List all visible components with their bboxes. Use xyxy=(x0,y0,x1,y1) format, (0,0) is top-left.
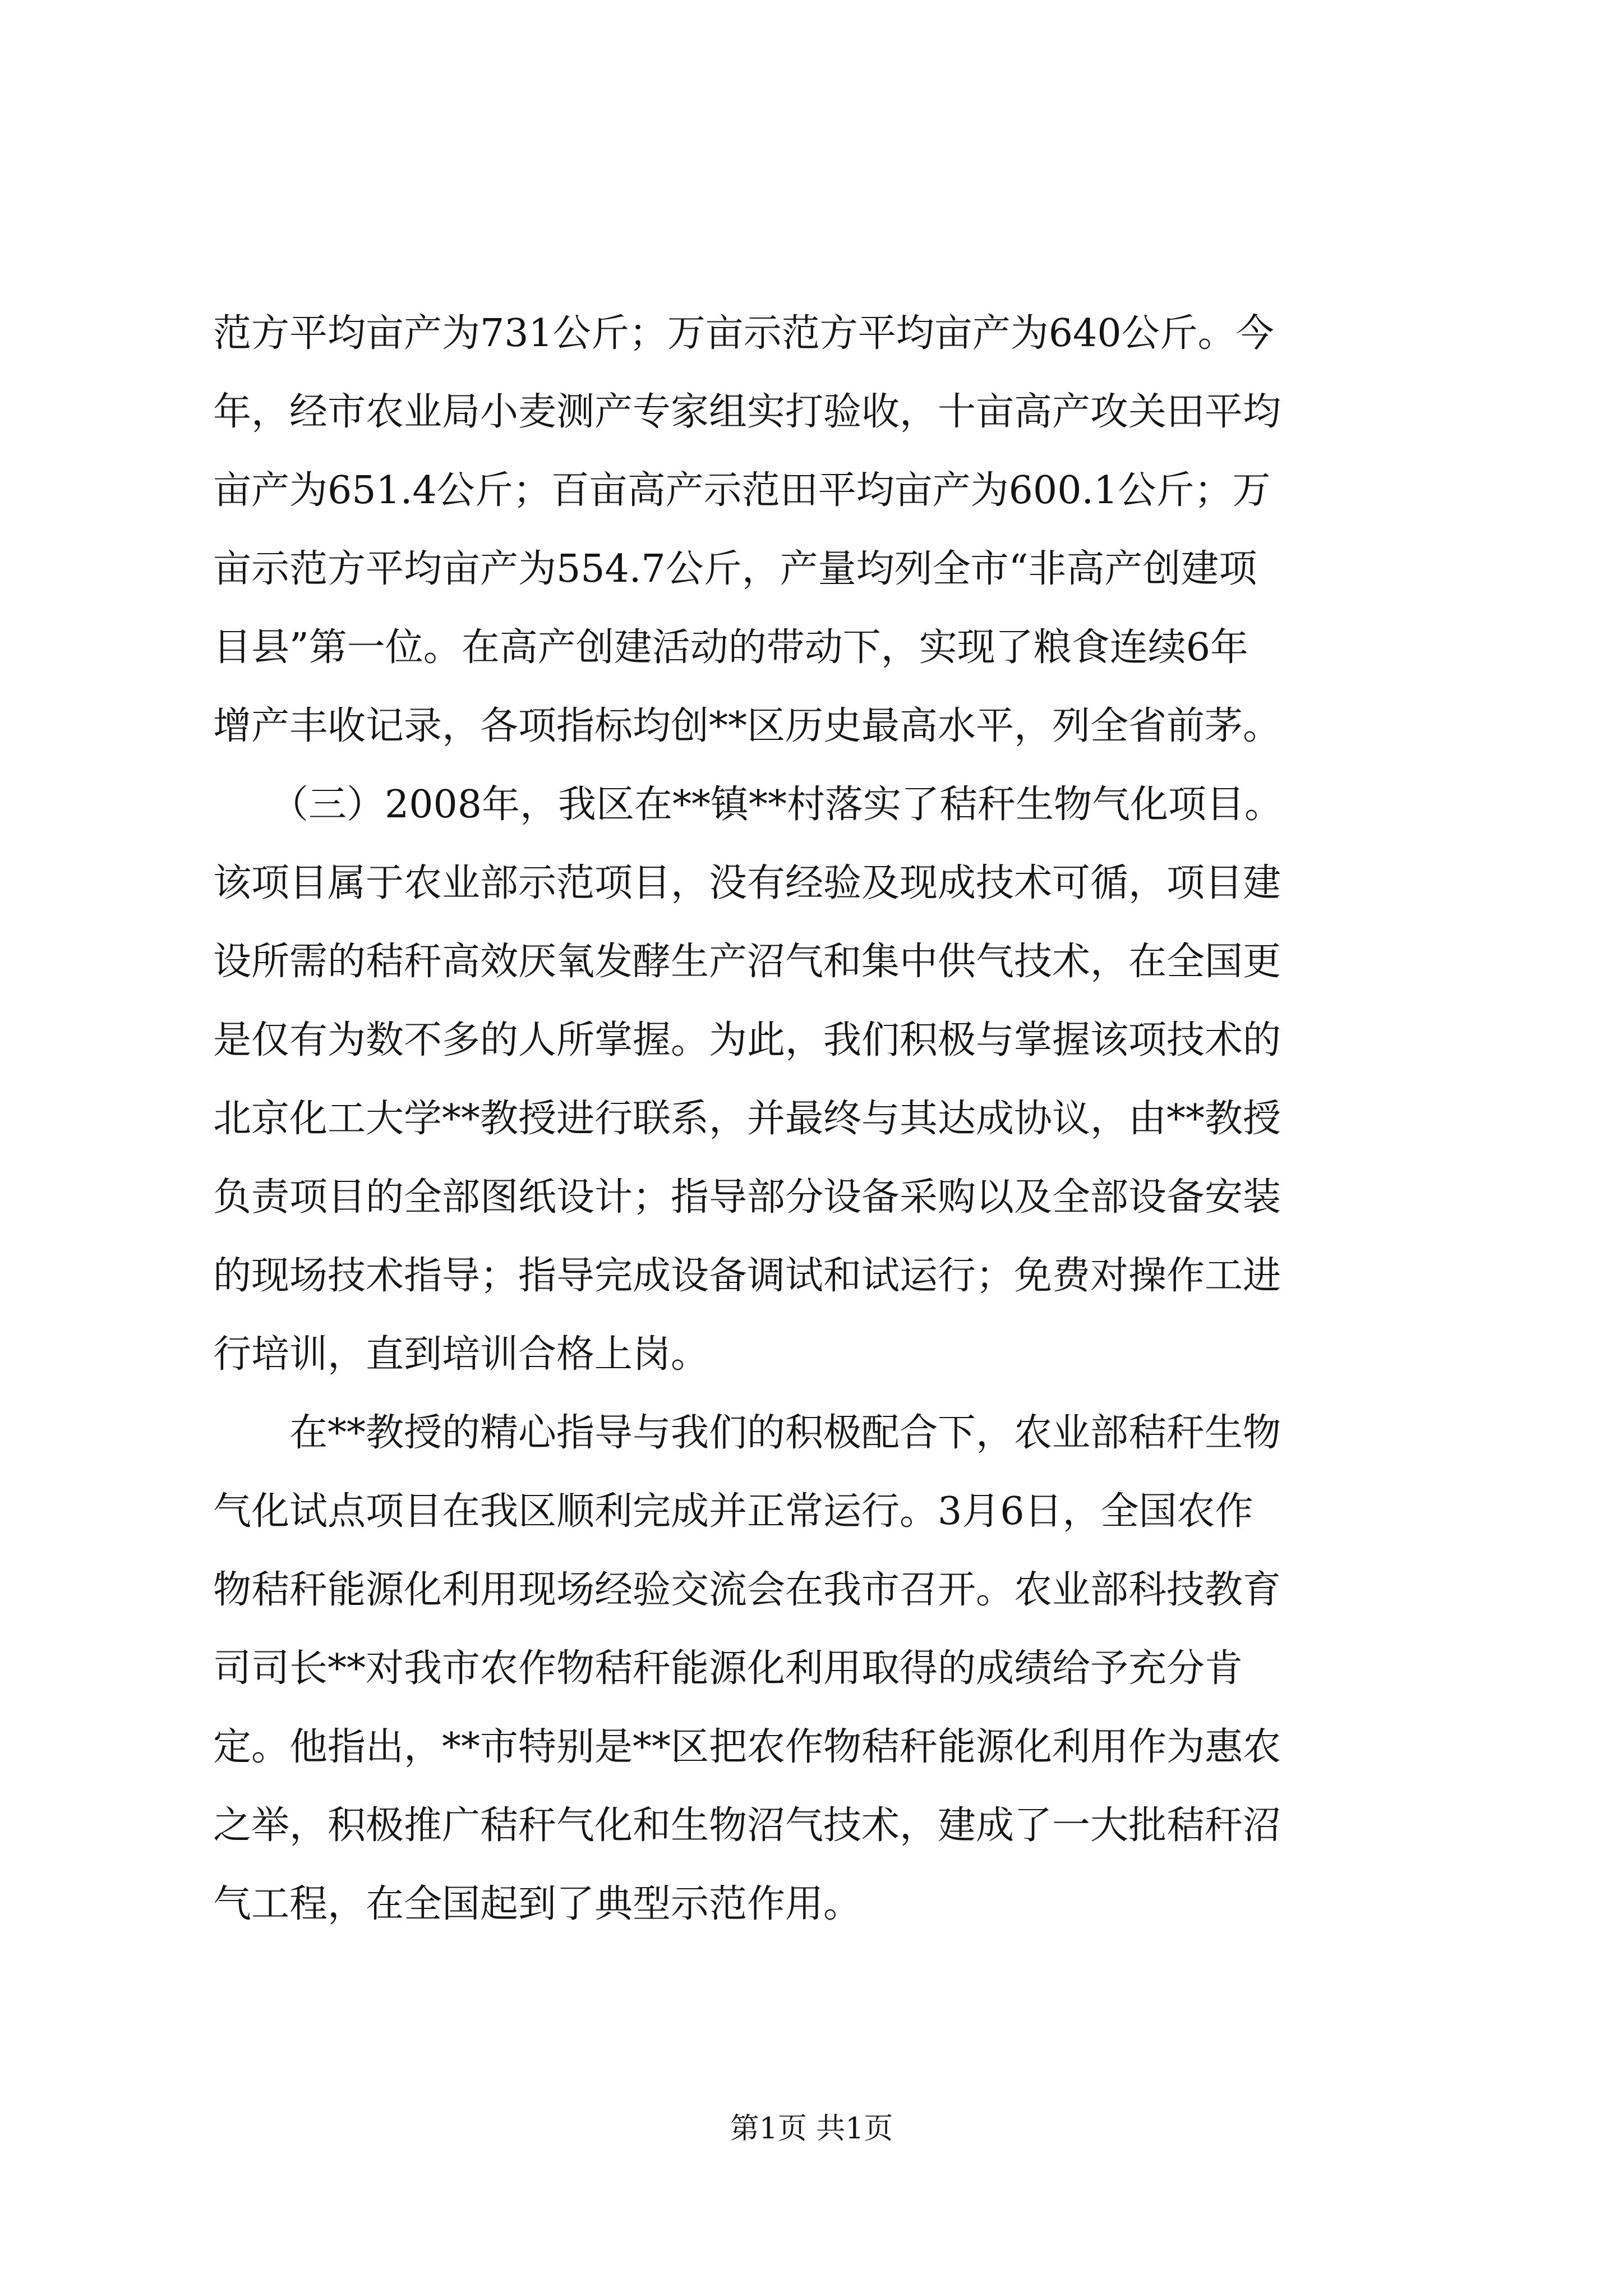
text-line: 该项目属于农业部示范项目，没有经验及现成技术可循，项目建 xyxy=(213,861,1281,905)
text-line: 行培训，直到培训合格上岗。 xyxy=(213,1332,709,1377)
text-line: 范方平均亩产为731公斤；万亩示范方平均亩产为640公斤。今 xyxy=(213,311,1274,356)
text-line: 北京化工大学**教授进行联系，并最终与其达成协议，由**教授 xyxy=(213,1097,1281,1141)
text-line: 气化试点项目在我区顺利完成并正常运行。3月6日，全国农作 xyxy=(213,1489,1253,1534)
text-line: 的现场技术指导；指导完成设备调试和试运行；免费对操作工进 xyxy=(213,1254,1281,1298)
text-line: 之举，积极推广秸秆气化和生物沼气技术，建成了一大批秸秆沼 xyxy=(213,1803,1281,1848)
body-text xyxy=(213,295,1436,1944)
text-line: 气工程，在全国起到了典型示范作用。 xyxy=(213,1882,862,1926)
text-line: 司司长**对我市农作物秸秆能源化利用取得的成绩给予充分肯 xyxy=(213,1646,1243,1691)
text-line: 亩产为651.4公斤；百亩高产示范田平均亩产为600.1公斤；万 xyxy=(213,468,1271,513)
text-line: 在**教授的精心指导与我们的积极配合下，农业部秸秆生物 xyxy=(213,1411,1281,1455)
text-line: 增产丰收记录，各项指标均创**区历史最高水平，列全省前茅。 xyxy=(213,704,1281,748)
text-line: 设所需的秸秆高效厌氧发酵生产沼气和集中供气技术，在全国更 xyxy=(213,940,1281,984)
text-line: 亩示范方平均亩产为554.7公斤，产量均列全市“非高产创建项 xyxy=(213,547,1257,591)
page-footer xyxy=(0,2109,1623,2148)
page-number-label: 第1页 共1页 xyxy=(730,2112,893,2146)
text-line: 年，经市农业局小麦测产专家组实打验收，十亩高产攻关田平均 xyxy=(213,390,1281,434)
text-line: 负责项目的全部图纸设计；指导部分设备采购以及全部设备安装 xyxy=(213,1175,1281,1220)
text-line: 是仅有为数不多的人所掌握。为此，我们积极与掌握该项技术的 xyxy=(213,1018,1281,1062)
text-line: 物秸秆能源化利用现场经验交流会在我市召开。农业部科技教育 xyxy=(213,1568,1281,1612)
text-line: 定。他指出，**市特别是**区把农作物秸秆能源化利用作为惠农 xyxy=(213,1725,1281,1769)
text-line: 目县”第一位。在高产创建活动的带动下，实现了粮食连续6年 xyxy=(213,625,1249,670)
text-line: （三）2008年，我区在**镇**村落实了秸秆生物气化项目。 xyxy=(213,783,1283,827)
